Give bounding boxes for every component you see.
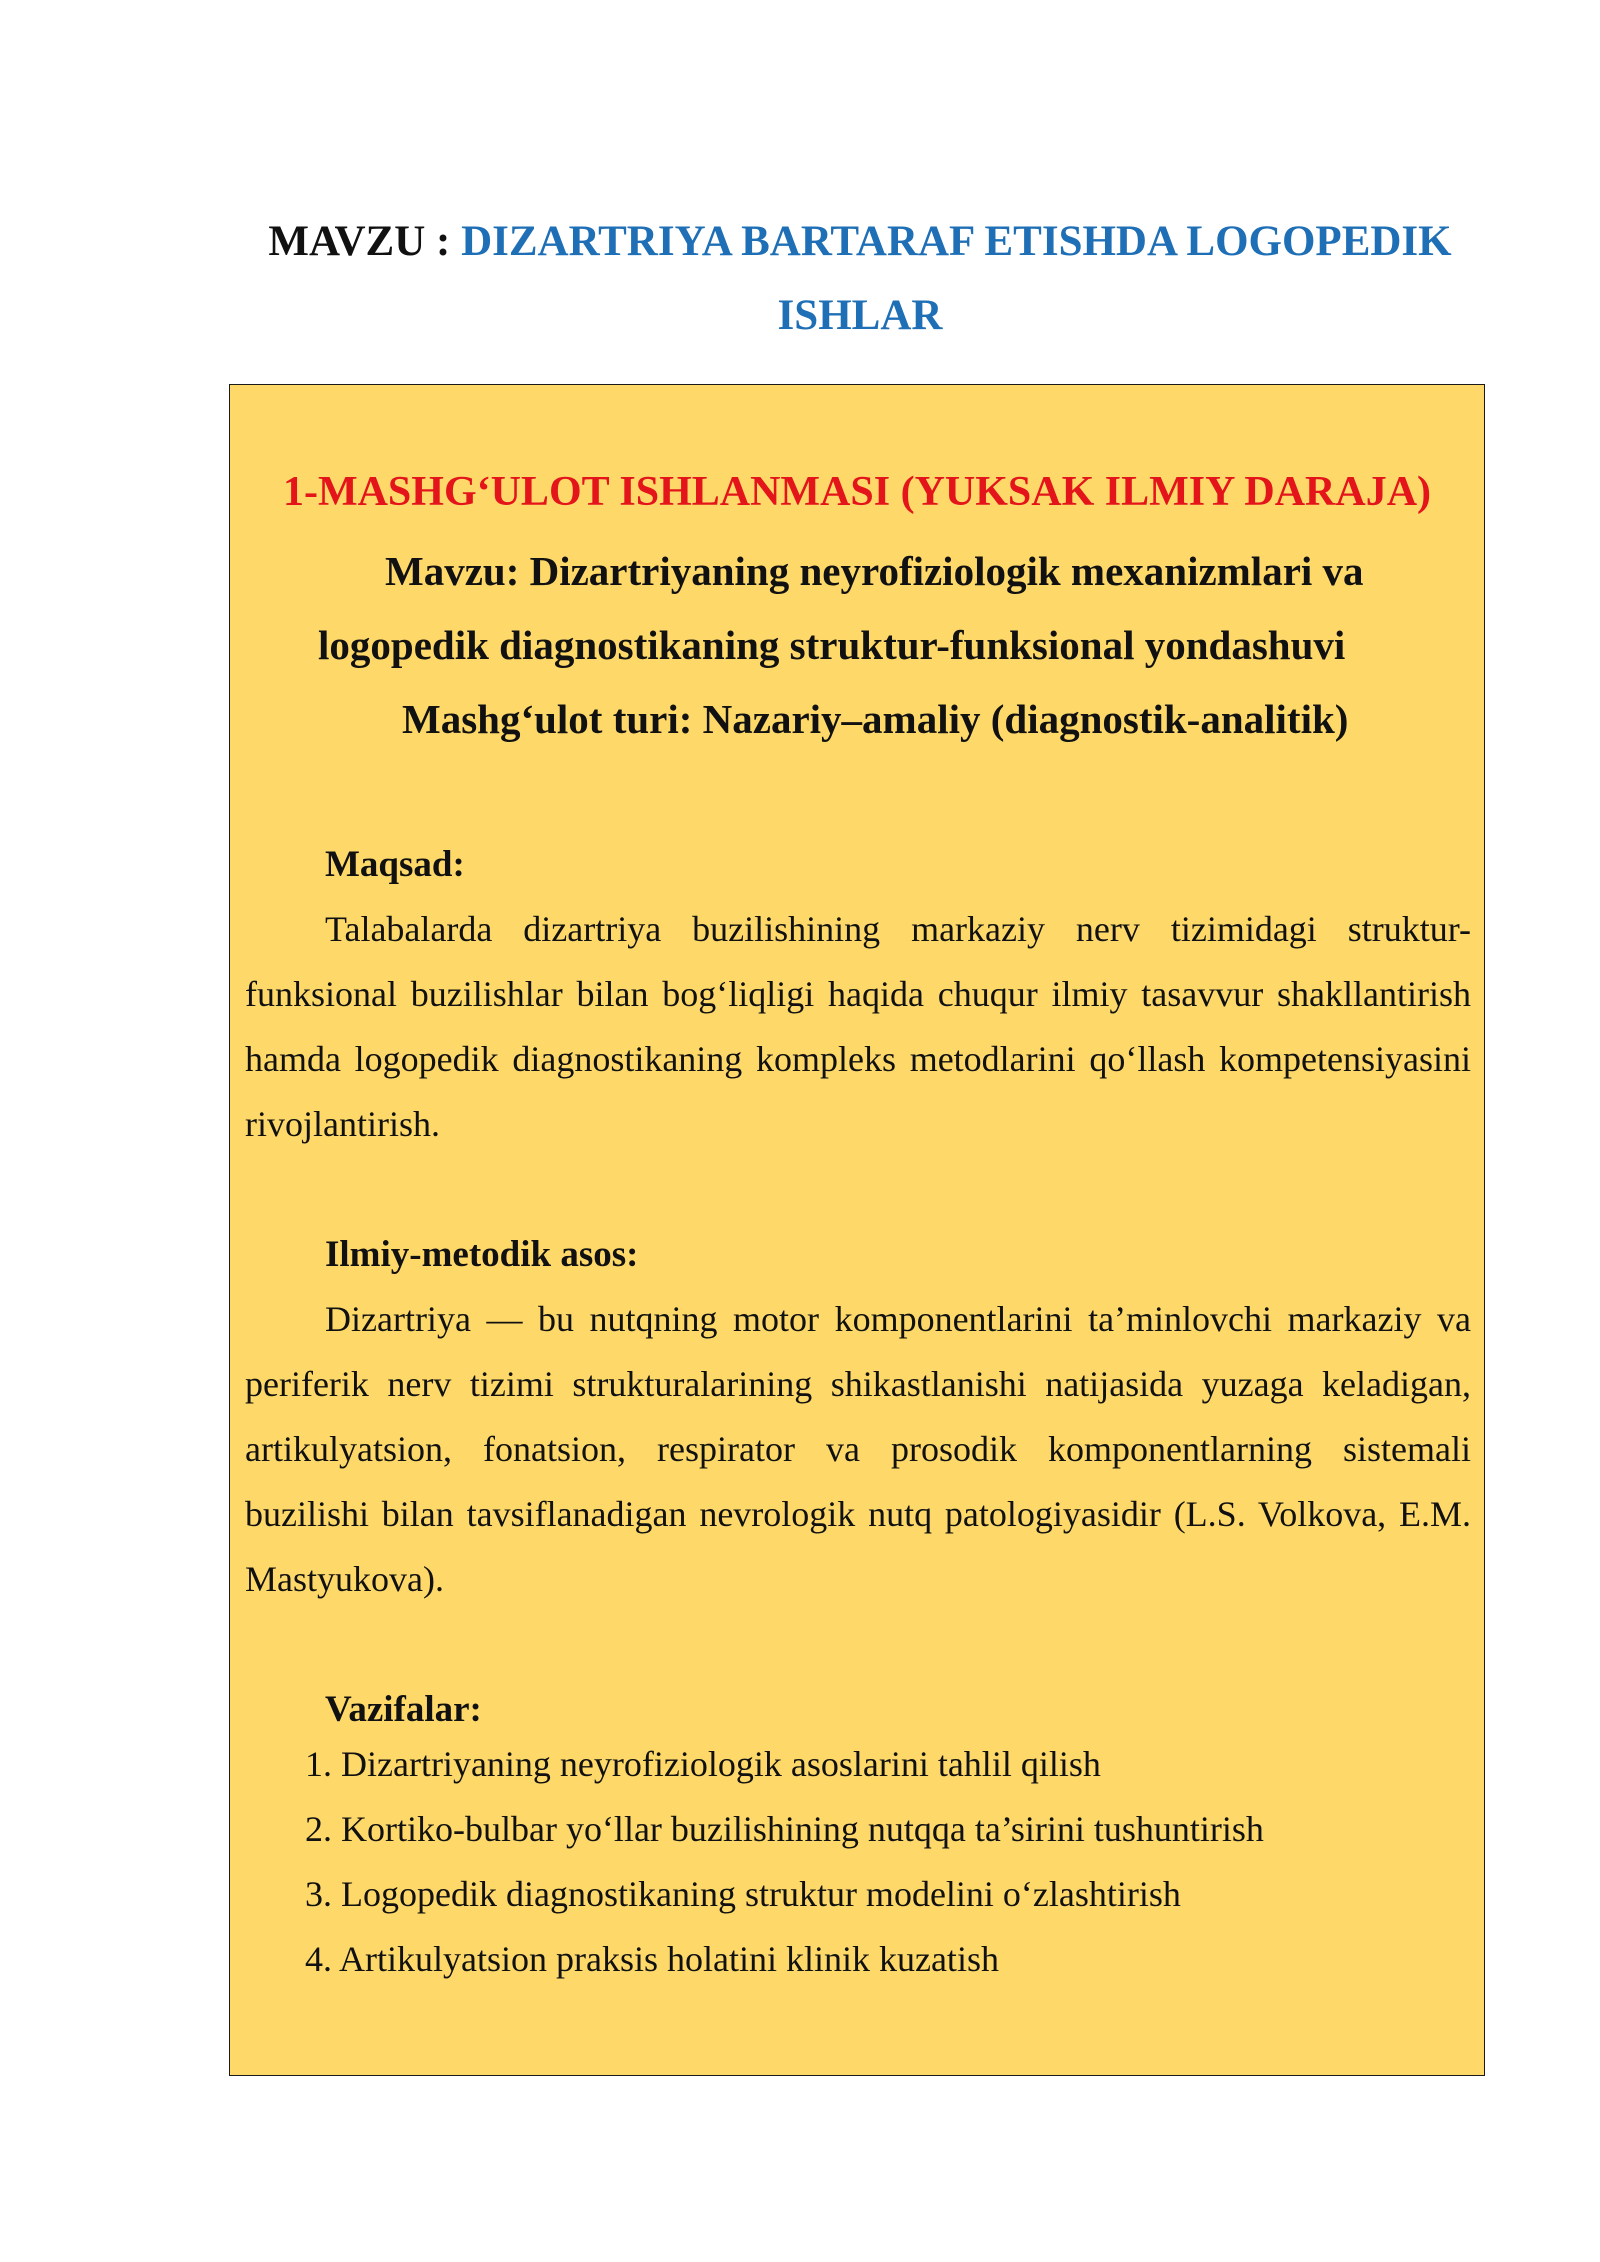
basis-heading: Ilmiy-metodik asos: (325, 1234, 639, 1275)
task-item-3: 3. Logopedik diagnostikaning struktur modelini o‘zlashtirish (305, 1874, 1181, 1914)
tasks-list (305, 1732, 1264, 1992)
title-topic-line1: DIZARTRIYA BARTARAF ETISHDA LOGOPEDIK (461, 218, 1452, 265)
lesson-type: Mashg‘ulot turi: Nazariy–amaliy (diagnostik-analitik) (402, 696, 1349, 742)
task-item-4: 4. Artikulyatsion praksis holatini klinik kuzatish (305, 1939, 999, 1979)
title-label: MAVZU : (268, 218, 462, 265)
title-topic-line2: ISHLAR (777, 292, 943, 339)
basis-text: Dizartriya — bu nutqning motor komponentlarini ta’minlovchi markaziy va periferik nerv tizimi strukturalarining shikastlanishi natijasida yuzaga keladigan, artikulyatsion, fonatsion, respirator va prosodik komponentlarning sistemali buzilishi bilan tavsiflanadigan nevrologik nutq patologiyasidir (L.S. Volkova, E.M. Mastyukova). (245, 1299, 1471, 1599)
goal-text: Talabalarda dizartriya buzilishining markaziy nerv tizimidagi struktur-funksional buzilishlar bilan bog‘liqligi haqida chuqur ilmiy tasavvur shakllantirish hamda logopedik diagnostikaning kompleks metodlarini qo‘llash kompetensiyasini rivojlantirish. (245, 909, 1471, 1144)
tasks-heading: Vazifalar: (325, 1689, 482, 1730)
lesson-box (229, 384, 1485, 2076)
lesson-subject-line2: logopedik diagnostikaning struktur-funksional yondashuvi (318, 622, 1346, 668)
lesson-subject-line1: Mavzu: Dizartriyaning neyrofiziologik mexanizmlari va (385, 548, 1364, 594)
task-item-1: 1. Dizartriyaning neyrofiziologik asoslarini tahlil qilish (305, 1744, 1101, 1784)
page-title (200, 205, 1520, 353)
lesson-title: 1-MASHG‘ULOT ISHLANMASI (YUKSAK ILMIY DARAJA) (282, 469, 1432, 515)
goal-heading: Maqsad: (325, 844, 465, 885)
task-item-2: 2. Kortiko-bulbar yo‘llar buzilishining nutqqa ta’sirini tushuntirish (305, 1809, 1264, 1849)
